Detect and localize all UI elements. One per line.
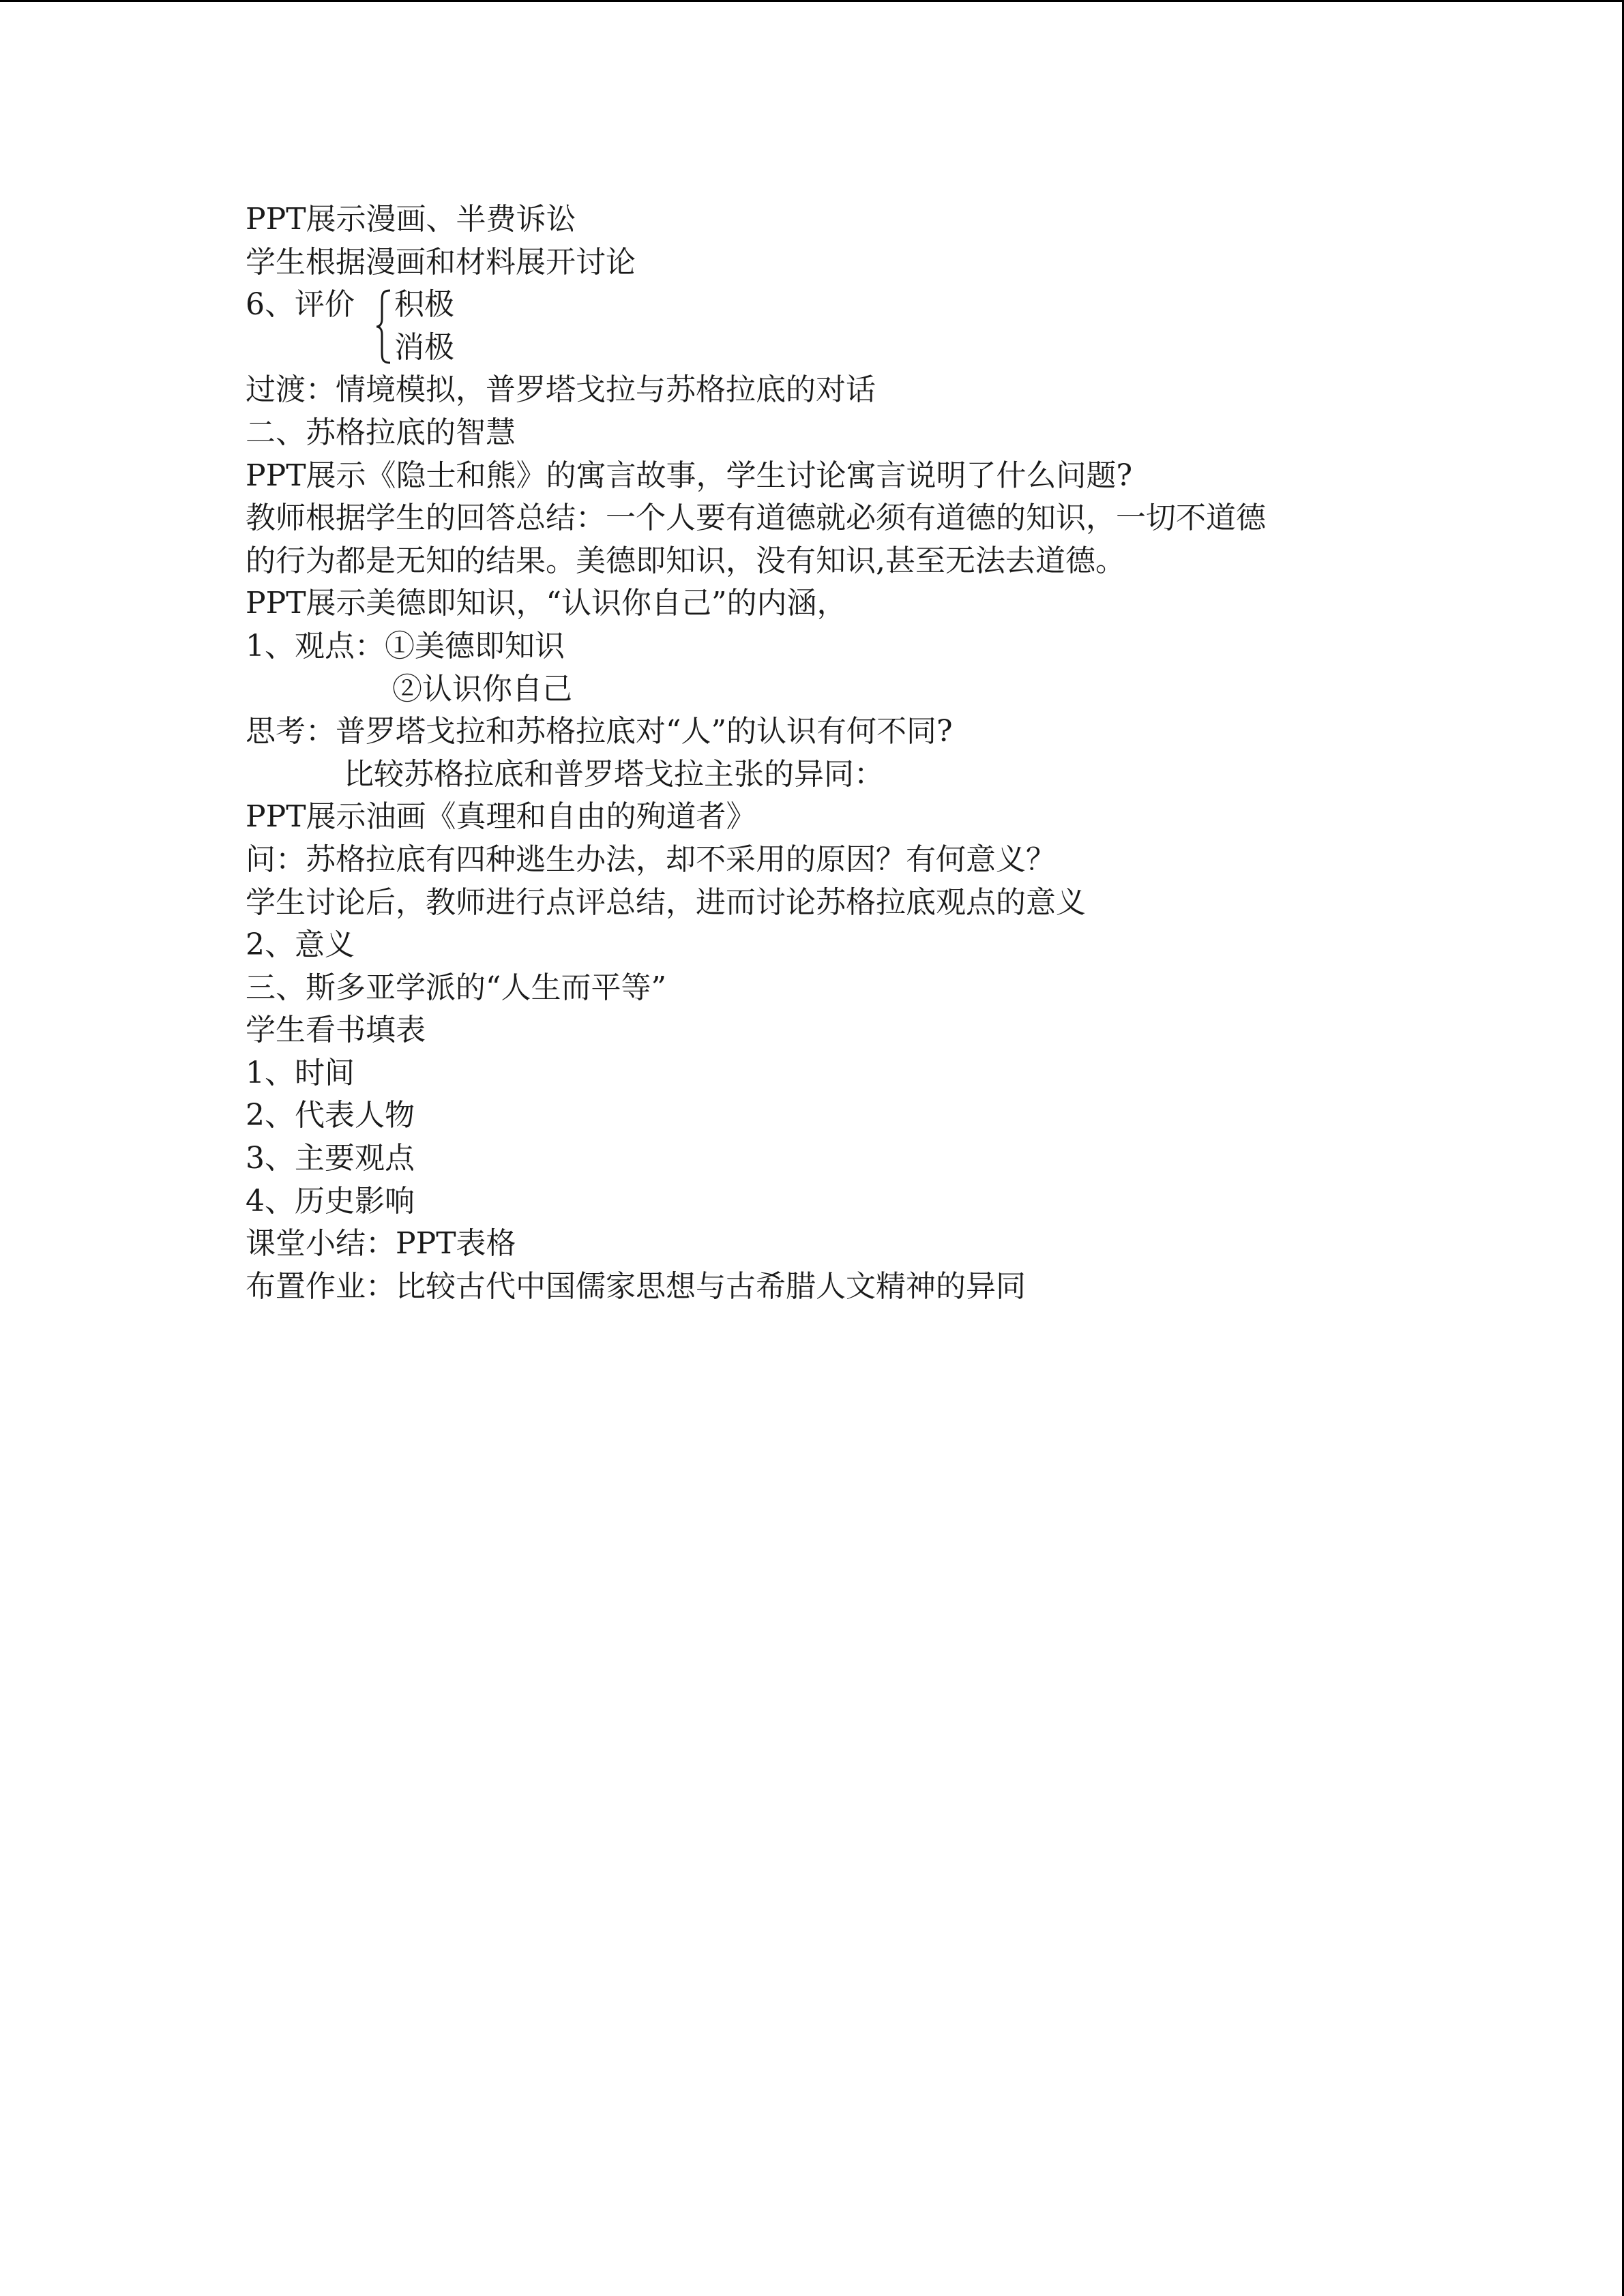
document-body <box>246 198 1405 1308</box>
text-line: PPT展示美德即知识，“认识你自己”的内涵， <box>246 586 847 621</box>
evaluation-label: 6、评价 <box>246 287 355 323</box>
text-line: 学生根据漫画和材料展开讨论 <box>246 244 636 280</box>
text-line: 思考：普罗塔戈拉和苏格拉底对“人”的认识有何不同? <box>246 714 953 749</box>
list-item: 1、时间 <box>246 1055 355 1090</box>
text-line: PPT展示油画《真理和自由的殉道者》 <box>246 799 756 835</box>
section-heading: 三、斯多亚学派的“人生而平等” <box>246 970 666 1005</box>
text-line: PPT展示《隐士和熊》的寓言故事，学生讨论寓言说明了什么问题? <box>246 458 1133 493</box>
text-line: 的行为都是无知的结果。美德即知识，没有知识,甚至无法去道德。 <box>246 543 1125 578</box>
text-line: 学生讨论后，教师进行点评总结，进而讨论苏格拉底观点的意义 <box>246 884 1086 920</box>
section-heading: 二、苏格拉底的智慧 <box>246 415 516 450</box>
text-line: 教师根据学生的回答总结：一个人要有道德就必须有道德的知识，一切不道德 <box>246 501 1266 536</box>
curly-brace-icon <box>375 289 393 364</box>
text-line: 布置作业：比较古代中国儒家思想与古希腊人文精神的异同 <box>246 1268 1026 1304</box>
text-line: 1、观点：①美德即知识 <box>246 628 565 664</box>
text-line: PPT展示漫画、半费诉讼 <box>246 202 576 237</box>
text-line: 问：苏格拉底有四种逃生办法，却不采用的原因？有何意义？ <box>246 841 1056 877</box>
list-item: 3、主要观点 <box>246 1141 415 1176</box>
evaluation-option-positive: 积极 <box>394 287 454 323</box>
text-line: ②认识你自己 <box>392 671 572 706</box>
text-line: 比较苏格拉底和普罗塔戈拉主张的异同： <box>344 756 884 792</box>
evaluation-option-negative: 消极 <box>394 329 454 365</box>
evaluation-block <box>246 284 1405 369</box>
text-line: 课堂小结：PPT表格 <box>246 1226 516 1262</box>
text-line: 2、意义 <box>246 927 355 963</box>
list-item: 2、代表人物 <box>246 1098 415 1133</box>
text-line: 过渡：情境模拟，普罗塔戈拉与苏格拉底的对话 <box>246 372 876 408</box>
list-item: 4、历史影响 <box>246 1183 415 1219</box>
text-line: 学生看书填表 <box>246 1013 426 1048</box>
